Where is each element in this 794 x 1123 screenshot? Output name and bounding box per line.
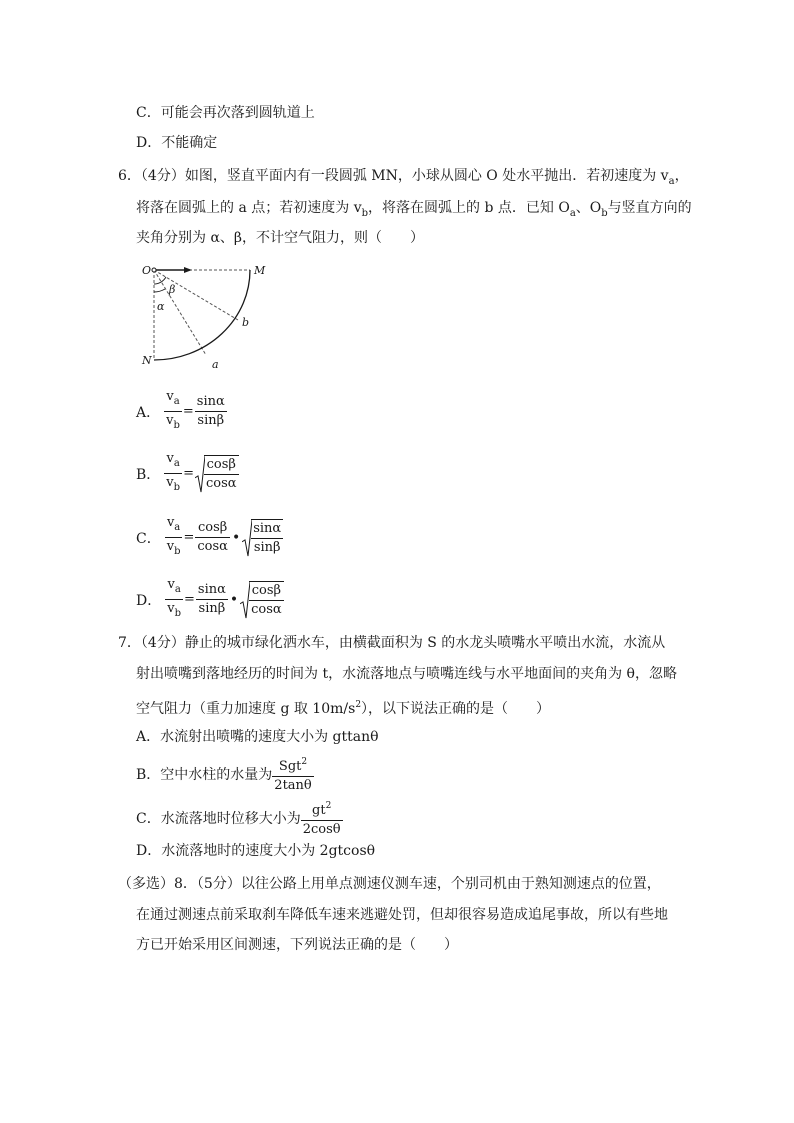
q8-line-2: 在通过测速点前采取刹车降低车速来逃避处罚，但却很容易造成追尾事故，所以有些地 xyxy=(136,907,668,923)
q7-line-2: 射出喷嘴到落地经历的时间为 t，水流落地点与喷嘴连线与水平地面间的夹角为 θ，忽略 xyxy=(136,666,677,682)
q5-option-c: C．可能会再次落到圆轨道上 xyxy=(136,105,315,121)
q7-option-a: A．水流射出喷嘴的速度大小为 gttanθ xyxy=(136,729,379,745)
q8-line-3: 方已开始采用区间测速，下列说法正确的是（ ） xyxy=(136,937,458,953)
label-b: b xyxy=(242,316,250,329)
q6-option-d: D． $\frac{v_a}{v_b}$ = $\frac{\sin\alpha}{\sin\beta}$ • $\frac{\cos\beta}{\cos\alpha}$ xyxy=(136,577,282,619)
label-alpha: α xyxy=(157,300,165,313)
q6-option-a: A． $\frac{v_a}{v_b}$ = $\frac{\sin\alpha}{\sin\beta}$ xyxy=(136,389,225,431)
q8-line-1: （多选）8．（5分）以往公路上用单点测速仪测车速，个别司机由于熟知测速点的位置， xyxy=(118,876,661,892)
label-o: O xyxy=(142,264,152,277)
label-n: N xyxy=(142,354,152,367)
q6-diagram xyxy=(138,260,278,376)
q7-option-d: D．水流落地时的速度大小为 2gtcosθ xyxy=(136,843,376,859)
q6-option-b: B． $\frac{v_a}{v_b}$ = $\frac{\cos\beta}{\cos\alpha}$ xyxy=(136,451,237,493)
q6-line-1: 6．（4分）如图，竖直平面内有一段圆弧 MN，小球从圆心 O 处水平抛出．若初速度为 $v_a$， xyxy=(118,168,689,187)
label-beta: β xyxy=(169,283,176,296)
q7-line-3: 空气阻力（重力加速度 g 取 $10m/s^2$），以下说法正确的是（ ） xyxy=(136,700,551,717)
label-m: M xyxy=(254,264,266,277)
q6-option-c: C． $\frac{v_a}{v_b}$ = $\frac{\cos\beta}{\cos\alpha}$ • $\frac{\sin\alpha}{\sin\beta}$ xyxy=(136,515,282,557)
arrow-head-icon xyxy=(184,267,192,273)
q6-line-2: 将落在圆弧上的 a 点；若初速度为 $v_b$，将落在圆弧上的 b 点．已知 $O_a$、$O_b$与竖直方向的 xyxy=(136,200,692,219)
point-o xyxy=(152,268,156,272)
q7-option-c: C．水流落地时位移大小为 $\frac{gt^2}{2\cos\theta}$ xyxy=(136,797,343,839)
angle-alpha-arc xyxy=(154,289,165,292)
label-a: a xyxy=(212,358,219,371)
q6-line-3: 夹角分别为 α、β，不计空气阻力，则（ ） xyxy=(136,230,424,246)
q5-option-d: D．不能确定 xyxy=(136,135,218,151)
q7-option-b: B．空中水柱的水量为 $\frac{Sgt^2}{2\tan\theta}$ xyxy=(136,753,314,795)
radius-to-b xyxy=(154,270,238,320)
q7-line-1: 7．（4分）静止的城市绿化洒水车，由横截面积为 S 的水龙头喷嘴水平喷出水流，水流从 xyxy=(118,635,666,651)
